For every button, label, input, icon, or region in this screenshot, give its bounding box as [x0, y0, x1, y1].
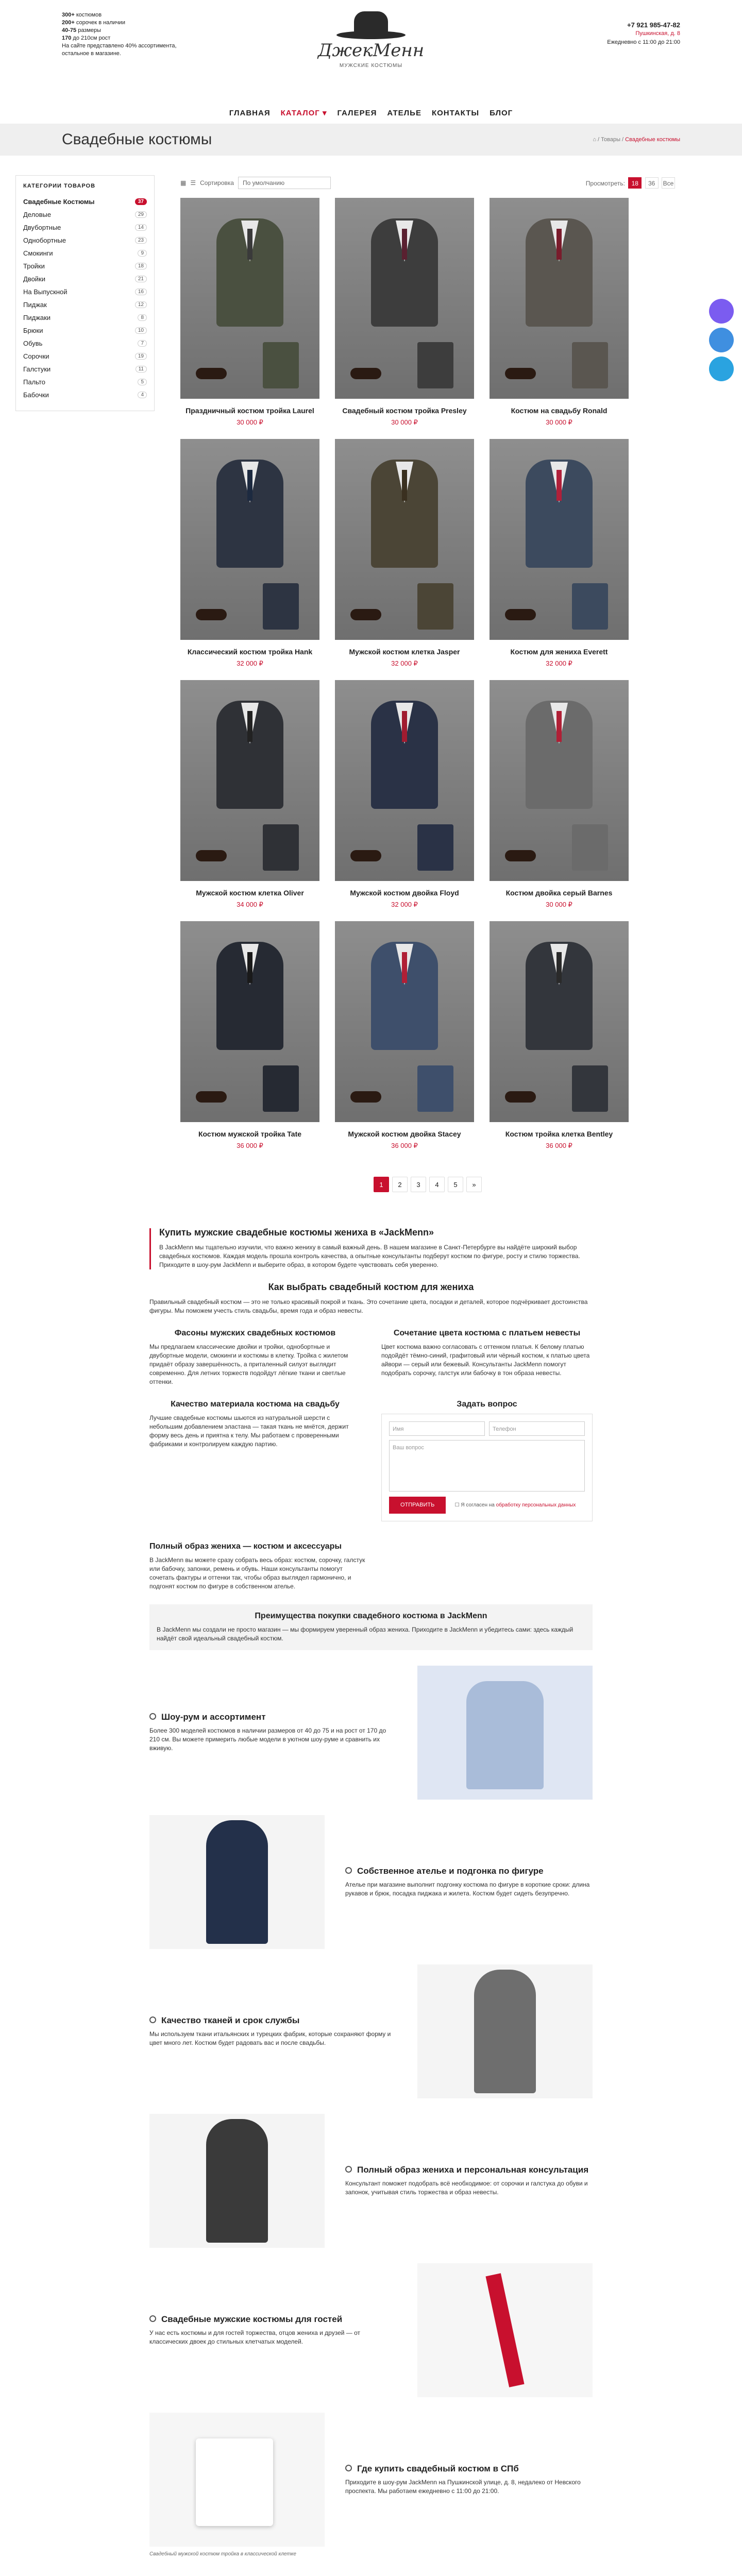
- tie-shape: [556, 711, 562, 742]
- consent-text: Я согласен на: [461, 1502, 495, 1508]
- feature-block: [149, 2413, 593, 2547]
- shoe-shape: [505, 850, 536, 861]
- sort-select[interactable]: По умолчанию: [238, 177, 331, 189]
- stock-text: На сайте представлено 40% ассортимента,: [62, 43, 177, 49]
- product-card[interactable]: [180, 439, 319, 668]
- seo-article: [149, 1228, 593, 2558]
- breadcrumb: ⌂ / Товары / Свадебные костюмы: [593, 137, 680, 143]
- feature-block: [149, 2114, 593, 2248]
- category-label: Пальто: [23, 378, 45, 386]
- trousers-shape: [572, 342, 608, 388]
- feature-figure: [196, 2438, 273, 2526]
- main-nav: [62, 108, 680, 117]
- category-label: Пиджак: [23, 301, 47, 309]
- sidebar-category[interactable]: [23, 311, 147, 324]
- category-label: Однобортные: [23, 236, 66, 244]
- product-name[interactable]: Костюм двойка серый Barnes: [505, 889, 613, 897]
- product-name[interactable]: Свадебный костюм тройка Presley: [342, 406, 467, 415]
- nav-item-5[interactable]: БЛОГ: [490, 109, 513, 117]
- catalog-toolbar: [180, 175, 675, 191]
- feature-block: [149, 2263, 593, 2397]
- sidebar-category[interactable]: [23, 221, 147, 234]
- hat-logo-icon: [332, 10, 410, 43]
- trousers-shape: [263, 583, 299, 630]
- product-image[interactable]: [180, 198, 319, 399]
- perpage-label: Просмотреть:: [585, 179, 625, 187]
- tie-shape: [247, 470, 252, 501]
- trousers-shape: [572, 824, 608, 871]
- hours: Ежедневно с 11:00 до 21:00: [607, 39, 680, 45]
- shoe-shape: [505, 609, 536, 620]
- feature-image-shirt: [417, 1666, 593, 1800]
- sidebar-category[interactable]: [23, 195, 147, 208]
- category-count-badge: 18: [135, 263, 147, 269]
- product-name[interactable]: Костюм тройка клетка Bentley: [505, 1130, 613, 1138]
- category-label: Галстуки: [23, 365, 51, 373]
- feature-heading: Полный образ жениха и персональная консультация: [345, 2165, 593, 2174]
- section-heading: Фасоны мужских свадебных костюмов: [174, 1329, 336, 1337]
- product-card[interactable]: [490, 439, 629, 668]
- feature-text: [345, 1867, 593, 1898]
- product-price: 36 000 ₽: [391, 1142, 418, 1149]
- product-price: 30 000 ₽: [546, 901, 572, 908]
- sidebar-category[interactable]: [23, 208, 147, 221]
- category-count-badge: 7: [138, 340, 147, 347]
- tie-shape: [402, 470, 407, 501]
- name-input[interactable]: Имя: [389, 1421, 485, 1436]
- stock-line: [62, 50, 177, 58]
- category-label: Двойки: [23, 275, 46, 283]
- category-sidebar: [15, 175, 155, 1192]
- category-count-badge: 4: [138, 392, 147, 398]
- product-card[interactable]: [180, 198, 319, 427]
- shoe-shape: [196, 850, 227, 861]
- site-header: [62, 0, 680, 117]
- product-name[interactable]: Классический костюм тройка Hank: [187, 648, 313, 656]
- category-count-badge: 14: [135, 224, 147, 231]
- product-image[interactable]: [490, 439, 629, 640]
- category-count-badge: 29: [135, 211, 147, 218]
- feature-block: [149, 1666, 593, 1800]
- tie-shape: [402, 229, 407, 260]
- product-name[interactable]: Мужской костюм двойка Floyd: [350, 889, 459, 897]
- feature-desc: Ателье при магазине выполнит подгонку костюма по фигуре в короткие сроки: длина рукавов и брюк, посадка пиджака и жилета. Костюм будет сидеть безупречно.: [345, 1880, 590, 1897]
- trousers-shape: [417, 583, 453, 630]
- product-image[interactable]: [180, 680, 319, 881]
- product-card[interactable]: [335, 921, 474, 1150]
- feature-text: [345, 2165, 593, 2197]
- trousers-shape: [417, 342, 453, 388]
- product-card[interactable]: [490, 680, 629, 909]
- category-label: Сорочки: [23, 352, 49, 360]
- product-price: 34 000 ₽: [237, 901, 263, 908]
- sidebar-category[interactable]: [23, 324, 147, 337]
- product-name[interactable]: Мужской костюм двойка Stacey: [348, 1130, 461, 1138]
- section-heading: Качество материала костюма на свадьбу: [171, 1400, 340, 1409]
- feature-desc: Более 300 моделей костюмов в наличии размеров от 40 до 75 и на рост от 170 до 210 см. Вы можете примерить любые модели в уютном шоу-руме и сравнить их вживую.: [149, 1727, 386, 1752]
- shoe-shape: [196, 368, 227, 379]
- callback-float-icon[interactable]: [709, 328, 734, 352]
- tie-shape: [556, 229, 562, 260]
- question-form: [381, 1414, 593, 1521]
- category-label: Двубортные: [23, 224, 61, 231]
- product-card[interactable]: [180, 680, 319, 909]
- category-label: На Выпускной: [23, 288, 68, 296]
- privacy-link[interactable]: обработку персональных данных: [496, 1502, 576, 1508]
- nav-item-1[interactable]: КАТАЛОГ ▾: [280, 109, 327, 117]
- stock-text: остальное в магазине.: [62, 50, 121, 57]
- sidebar-category[interactable]: [23, 298, 147, 311]
- shoe-shape: [350, 609, 381, 620]
- feature-image-tie: [417, 2263, 593, 2397]
- feature-image-man-gray: [417, 1964, 593, 2098]
- feature-desc: Мы используем ткани итальянских и турецких фабрик, которые сохраняют форму и цвет много лет. Костюм будет радовать вас и после свадьбы.: [149, 2030, 391, 2046]
- product-area: [180, 175, 675, 1192]
- feature-desc: Консультант поможет подобрать всё необходимое: от сорочки и галстука до обуви и запонок, учитывая стиль торжества и образ невесты.: [345, 2179, 588, 2196]
- feature-figure: [485, 2273, 524, 2387]
- breadcrumb-current: Свадебные костюмы: [625, 137, 680, 143]
- sidebar-category[interactable]: [23, 273, 147, 285]
- feature-figure: [206, 2119, 268, 2243]
- shoe-shape: [505, 1091, 536, 1103]
- product-name[interactable]: Мужской костюм клетка Jasper: [349, 648, 460, 656]
- product-name[interactable]: Костюм для жениха Everett: [510, 648, 608, 656]
- tie-shape: [247, 952, 252, 983]
- product-image[interactable]: [490, 680, 629, 881]
- grid-view-icon[interactable]: ▦: [180, 179, 187, 187]
- sidebar-category[interactable]: [23, 350, 147, 363]
- product-name[interactable]: Костюм на свадьбу Ronald: [511, 406, 608, 415]
- nav-item-3[interactable]: АТЕЛЬЕ: [387, 109, 421, 117]
- breadcrumb-home-icon[interactable]: ⌂: [593, 137, 596, 143]
- feature-heading: Где купить свадебный костюм в СПб: [345, 2464, 593, 2473]
- category-label: Деловые: [23, 211, 52, 218]
- stock-info: [62, 11, 177, 58]
- feature-desc: У нас есть костюмы и для гостей торжества, отцов жениха и друзей — от классических двоек до стильных клетчатых моделей.: [149, 2329, 361, 2345]
- category-label: Свадебные Костюмы: [23, 198, 95, 206]
- article-intro: В JackMenn мы тщательно изучили, что важно жениху в самый важный день. В нашем магазине в Санкт-Петербурге вы найдёте широкий выбор свадебных костюмов. Каждая модель прошла контроль качества, а опытные консультанты подберут костюм по фигуре, росту и стилю торжества. Приходите в шоу-рум JackMenn и выберите образ, в котором будете чувствовать себя уверенно.: [159, 1244, 580, 1268]
- section-heading: Полный образ жениха — костюм и аксессуары: [149, 1542, 342, 1551]
- product-price: 32 000 ₽: [391, 659, 418, 667]
- product-card[interactable]: [490, 198, 629, 427]
- category-label: Обувь: [23, 340, 43, 347]
- category-label: Бабочки: [23, 391, 49, 399]
- product-grid: [180, 198, 675, 1150]
- advantages-box: [149, 1604, 593, 1650]
- category-count-badge: 12: [135, 301, 147, 308]
- submit-button[interactable]: ОТПРАВИТЬ: [389, 1497, 446, 1514]
- phone-link[interactable]: +7 921 985-47-82: [627, 21, 680, 29]
- address-link[interactable]: Пушкинская, д. 8: [635, 30, 680, 37]
- sidebar-category[interactable]: [23, 363, 147, 376]
- page-link[interactable]: 3: [411, 1177, 426, 1192]
- product-price: 32 000 ₽: [546, 659, 572, 667]
- stock-line: [62, 11, 177, 19]
- product-image[interactable]: [490, 921, 629, 1122]
- section-heading: Сочетание цвета костюма с платьем невесты: [393, 1329, 581, 1337]
- trousers-shape: [572, 1065, 608, 1112]
- product-image[interactable]: [335, 198, 474, 399]
- category-label: Смокинги: [23, 249, 53, 257]
- trousers-shape: [417, 824, 453, 871]
- product-price: 30 000 ₽: [546, 418, 572, 426]
- category-label: Брюки: [23, 327, 43, 334]
- category-label: Тройки: [23, 262, 45, 270]
- perpage-selector: [584, 177, 675, 189]
- perpage-option[interactable]: Все: [662, 177, 675, 189]
- stock-line: [62, 42, 177, 50]
- trousers-shape: [572, 583, 608, 630]
- tie-shape: [247, 711, 252, 742]
- product-image[interactable]: [490, 198, 629, 399]
- category-count-badge: 37: [135, 198, 147, 205]
- category-count-badge: 10: [135, 327, 147, 334]
- article-title: Купить мужские свадебные костюмы жениха в «JackMenn»: [159, 1227, 434, 1238]
- stock-number: 40-75: [62, 27, 77, 33]
- logo-text: ДжекМенн: [317, 40, 425, 61]
- feature-figure: [206, 1820, 268, 1944]
- breadcrumb-products[interactable]: Товары: [601, 137, 620, 143]
- sidebar-category[interactable]: [23, 234, 147, 247]
- trousers-shape: [263, 342, 299, 388]
- feature-heading: Качество тканей и срок службы: [149, 2016, 397, 2025]
- page-title: Свадебные костюмы: [62, 131, 212, 148]
- trousers-shape: [263, 1065, 299, 1112]
- category-count-badge: 5: [138, 379, 147, 385]
- category-count-badge: 9: [138, 250, 147, 257]
- sidebar-title: КАТЕГОРИИ ТОВАРОВ: [23, 183, 96, 189]
- feature-heading: Свадебные мужские костюмы для гостей: [149, 2315, 397, 2324]
- product-price: 30 000 ₽: [391, 418, 418, 426]
- telegram-float-icon[interactable]: [709, 357, 734, 381]
- page-link[interactable]: 4: [429, 1177, 445, 1192]
- feature-heading: Шоу-рум и ассортимент: [149, 1713, 397, 1721]
- stock-line: [62, 27, 177, 35]
- page-link[interactable]: 2: [392, 1177, 408, 1192]
- section-text: Цвет костюма важно согласовать с оттенком платья. К белому платью подойдёт тёмно-синий, графитовый или чёрный костюм, к платью цвета айвори — серый или бежевый. Консультанты JackMenn помогут подобрать сорочку, галстук или бабочку в тон образа невесты.: [381, 1343, 590, 1377]
- feature-image-man-navy: [149, 1815, 325, 1949]
- product-card[interactable]: [335, 439, 474, 668]
- category-count-badge: 11: [136, 366, 147, 372]
- section-text: Правильный свадебный костюм — это не только красивый покрой и ткань. Это сочетание цвета, посадки и деталей, которое подчёркивает достоинства фигуры. Мы поможем учесть стиль свадьбы, время года и образ невесты.: [149, 1298, 588, 1314]
- phone-input[interactable]: Телефон: [489, 1421, 585, 1436]
- feature-block: [149, 1815, 593, 1949]
- tie-shape: [402, 711, 407, 742]
- pagination: [180, 1177, 675, 1192]
- stock-number: 200+: [62, 20, 75, 26]
- feature-block: [149, 1964, 593, 2098]
- shoe-shape: [196, 1091, 227, 1103]
- nav-item-4[interactable]: КОНТАКТЫ: [431, 109, 480, 117]
- sidebar-category[interactable]: [23, 285, 147, 298]
- shoe-shape: [350, 850, 381, 861]
- sidebar-category[interactable]: [23, 388, 147, 401]
- site-logo[interactable]: [309, 10, 433, 69]
- product-image[interactable]: [335, 921, 474, 1122]
- product-card[interactable]: [335, 680, 474, 909]
- feature-heading: Собственное ателье и подгонка по фигуре: [345, 1867, 593, 1875]
- sidebar-category[interactable]: [23, 247, 147, 260]
- question-form-title: Задать вопрос: [457, 1400, 517, 1409]
- product-price: 32 000 ₽: [237, 659, 263, 667]
- category-count-badge: 19: [135, 353, 147, 360]
- tie-shape: [556, 952, 562, 983]
- trousers-shape: [417, 1065, 453, 1112]
- sidebar-category[interactable]: [23, 260, 147, 273]
- product-card[interactable]: [490, 921, 629, 1150]
- product-price: 36 000 ₽: [546, 1142, 572, 1149]
- stock-line: [62, 19, 177, 27]
- stock-number: 300+: [62, 12, 75, 18]
- category-count-badge: 21: [135, 276, 147, 282]
- feature-image-suit-plaid: [149, 2114, 325, 2248]
- question-textarea[interactable]: Ваш вопрос: [389, 1440, 585, 1492]
- feature-text: [149, 2016, 397, 2047]
- feature-text: [345, 2464, 593, 2496]
- shoe-shape: [350, 368, 381, 379]
- tie-shape: [556, 470, 562, 501]
- tie-shape: [247, 229, 252, 260]
- image-caption: Свадебный мужской костюм тройка в классической клетке: [149, 2551, 296, 2557]
- section-text: Мы предлагаем классические двойки и тройки, однобортные и двубортные модели, смокинги и костюмы в клетку. Тройка с жилетом придаёт образу завершённость, а приталенный силуэт выглядит современно. Для летних торжеств подойдут лёгкие ткани и светлые оттенки.: [149, 1343, 348, 1385]
- nav-item-0[interactable]: ГЛАВНАЯ: [229, 109, 271, 117]
- viber-float-icon[interactable]: [709, 299, 734, 324]
- tie-shape: [402, 952, 407, 983]
- category-count-badge: 8: [138, 314, 147, 321]
- section-heading: Как выбрать свадебный костюм для жениха: [268, 1282, 474, 1292]
- product-image[interactable]: [180, 439, 319, 640]
- stock-text: размеры: [76, 27, 102, 33]
- category-label: Пиджаки: [23, 314, 51, 321]
- section-text: Лучшие свадебные костюмы шьются из натуральной шерсти с небольшим добавлением эластана — такая ткань не мнётся, держит форму весь день и приятна к телу. Мы работаем с проверенными фабриками и контролируем каждую партию.: [149, 1414, 349, 1448]
- nav-item-2[interactable]: ГАЛЕРЕЯ: [337, 109, 377, 117]
- section-text: В JackMenn вы можете сразу собрать весь образ: костюм, сорочку, галстук или бабочку, запонки, ремень и обувь. Наши консультанты помогут сочетать фактуры и оттенки так, чтобы образ выглядел гармонично, и подгонят костюм по фигуре в собственном ателье.: [149, 1556, 365, 1590]
- stock-text: костюмов: [74, 12, 102, 18]
- shoe-shape: [350, 1091, 381, 1103]
- contacts-block: [607, 21, 680, 47]
- feature-figure: [466, 1681, 544, 1789]
- category-count-badge: 16: [135, 289, 147, 295]
- perpage-option[interactable]: 36: [645, 177, 659, 189]
- product-image[interactable]: [335, 680, 474, 881]
- section-text: В JackMenn мы создали не просто магазин — мы формируем уверенный образ жениха. Приходите в JackMenn и убедитесь сами: здесь каждый найдёт свой идеальный свадебный костюм.: [157, 1626, 574, 1642]
- product-price: 32 000 ₽: [391, 901, 418, 908]
- sidebar-category[interactable]: [23, 337, 147, 350]
- feature-desc: Приходите в шоу-рум JackMenn на Пушкинской улице, д. 8, недалеко от Невского проспекта. Мы работаем ежедневно с 11:00 до 21:00.: [345, 2478, 581, 2495]
- product-image[interactable]: [335, 439, 474, 640]
- consent-checkbox[interactable]: ☐ Я согласен на обработку персональных данных: [454, 1502, 576, 1508]
- category-count-badge: 23: [135, 237, 147, 244]
- page-link[interactable]: 1: [374, 1177, 389, 1192]
- product-name[interactable]: Костюм мужской тройка Tate: [198, 1130, 302, 1138]
- trousers-shape: [263, 824, 299, 871]
- product-price: 30 000 ₽: [237, 418, 263, 426]
- product-name[interactable]: Праздничный костюм тройка Laurel: [185, 406, 314, 415]
- feature-text: [149, 1713, 397, 1753]
- page-link[interactable]: 5: [448, 1177, 463, 1192]
- page-link[interactable]: »: [466, 1177, 482, 1192]
- sidebar-category[interactable]: [23, 376, 147, 388]
- list-view-icon[interactable]: ☰: [190, 179, 196, 187]
- sort-label: Сортировка: [200, 179, 234, 187]
- feature-image-mug: [149, 2413, 325, 2547]
- product-card[interactable]: [335, 198, 474, 427]
- section-heading: Преимущества покупки свадебного костюма в JackMenn: [255, 1612, 487, 1620]
- stock-number: 170: [62, 35, 72, 41]
- product-card[interactable]: [180, 921, 319, 1150]
- page-banner: [0, 124, 742, 156]
- shoe-shape: [505, 368, 536, 379]
- shoe-shape: [196, 609, 227, 620]
- stock-text: сорочек в наличии: [74, 20, 125, 26]
- perpage-option[interactable]: 18: [628, 177, 642, 189]
- product-image[interactable]: [180, 921, 319, 1122]
- feature-text: [149, 2315, 397, 2346]
- product-name[interactable]: Мужской костюм клетка Oliver: [196, 889, 304, 897]
- logo-subtitle: МУЖСКИЕ КОСТЮМЫ: [339, 63, 403, 69]
- feature-figure: [474, 1970, 536, 2093]
- stock-line: [62, 35, 177, 42]
- product-price: 36 000 ₽: [237, 1142, 263, 1149]
- stock-text: до 210см рост: [71, 35, 111, 41]
